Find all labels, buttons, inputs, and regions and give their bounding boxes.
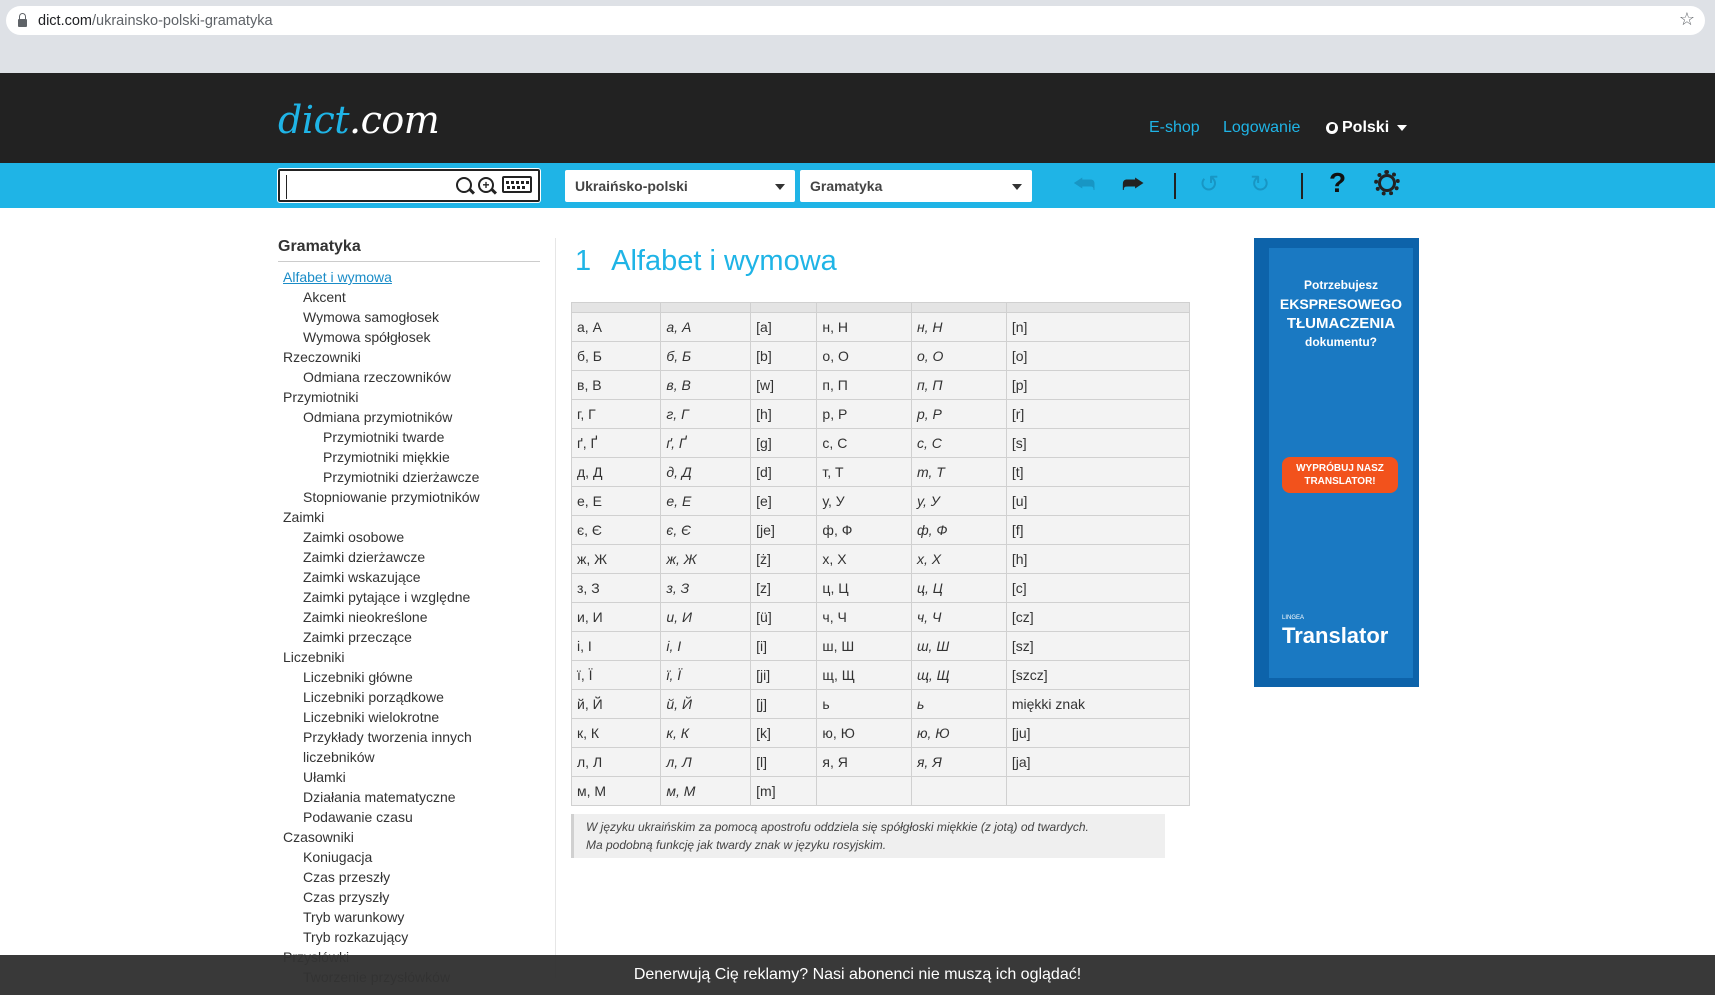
gear-icon[interactable] [1378,174,1396,192]
table-cell: [ju] [1006,719,1189,748]
table-cell: [a] [751,313,817,342]
table-cell: о, О [817,342,912,371]
table-cell: [h] [1006,545,1189,574]
table-cell: і, І [572,632,661,661]
table-cell: ю, Ю [817,719,912,748]
search-input[interactable] [286,175,461,199]
table-cell: [ü] [751,603,817,632]
table-cell: о, О [911,342,1006,371]
sidebar-item-label: Czasowniki [283,829,354,845]
table-cell: [k] [751,719,817,748]
table-cell: х, Х [817,545,912,574]
site-header [0,73,1715,163]
address-bar[interactable] [6,6,1705,35]
table-cell: [h] [751,400,817,429]
sidebar-item-label: Przymiotniki [283,389,359,405]
table-cell: ь [911,690,1006,719]
back-icon[interactable]: ⮪ [1073,171,1096,198]
sidebar-item-label: Czas przyszły [303,889,390,905]
sidebar-item-label: Liczebniki [283,649,345,665]
table-cell: [z] [751,574,817,603]
table-cell: [sz] [1006,632,1189,661]
sidebar-item-label: Podawanie czasu [303,809,413,825]
sidebar-item[interactable] [278,567,540,587]
table-cell: [p] [1006,371,1189,400]
table-cell: ч, Ч [817,603,912,632]
sidebar-item-label: Zaimki nieokreślone [303,609,428,625]
table-cell: й, Й [572,690,661,719]
table-cell: ц, Ц [817,574,912,603]
table-cell: щ, Щ [817,661,912,690]
table-cell: [e] [751,487,817,516]
language-label: Polski [1342,119,1390,136]
sidebar-item[interactable] [278,487,540,507]
table-row [572,400,1190,429]
sidebar-item-label: Działania matematyczne [303,789,456,805]
history-forward-icon[interactable]: ↻ [1250,171,1271,198]
toolbar-separator [1301,173,1303,199]
url-text[interactable]: dict.com/ukrainsko-polski-gramatyka [38,12,273,29]
table-cell: [s] [1006,429,1189,458]
sidebar-item[interactable] [278,807,540,827]
login-link[interactable]: Logowanie [1223,119,1301,136]
table-cell: [o] [1006,342,1189,371]
table-cell: е, Е [572,487,661,516]
table-cell: [i] [751,632,817,661]
table-cell: у, У [817,487,912,516]
sidebar-item[interactable] [278,587,540,607]
ad-text: dokumentu? [1305,335,1377,349]
table-cell: [ji] [751,661,817,690]
sidebar-item-label: Tryb warunkowy [303,909,405,925]
table-cell: б, Б [661,342,751,371]
sidebar-item[interactable] [278,347,540,367]
table-row [572,748,1190,777]
table-cell: к, К [572,719,661,748]
sidebar-item-label: Wymowa spółgłosek [303,329,431,345]
table-row [572,719,1190,748]
sidebar-item-label: Liczebniki porządkowe [303,689,444,705]
sidebar-item[interactable] [278,327,540,347]
table-row [572,661,1190,690]
table-row [572,313,1190,342]
table-cell: [c] [1006,574,1189,603]
table-cell: в, В [572,371,661,400]
table-cell: г, Г [661,400,751,429]
ad-brand-small: LINGEA [1282,615,1305,621]
history-back-icon[interactable]: ↺ [1199,171,1220,198]
table-cell [1006,777,1189,806]
table-header-cell [817,303,912,313]
table-cell: к, К [661,719,751,748]
table-cell: ф, Ф [911,516,1006,545]
table-cell: м, М [661,777,751,806]
table-cell: я, Я [817,748,912,777]
forward-icon[interactable]: ⮫ [1122,171,1145,198]
sidebar-item[interactable] [278,287,540,307]
table-cell: ї, Ї [572,661,661,690]
toolbar-separator [1174,173,1176,199]
sidebar-item-label: Koniugacja [303,849,373,865]
dictionary-select-value: Ukraińsko-polski [575,178,688,194]
table-cell: [w] [751,371,817,400]
table-cell: с, С [817,429,912,458]
eshop-link[interactable]: E-shop [1149,119,1200,136]
table-cell: [d] [751,458,817,487]
sidebar-item-label: Odmiana rzeczowników [303,369,451,385]
table-cell: й, Й [661,690,751,719]
table-cell [911,777,1006,806]
sidebar-item-label: Odmiana przymiotników [303,409,453,425]
ad-text: Potrzebujesz [1303,278,1378,292]
section-select[interactable] [800,170,1032,202]
table-cell: н, Н [817,313,912,342]
table-row [572,777,1190,806]
ad-text: EKSPRESOWEGO [1279,296,1403,312]
table-cell: [n] [1006,313,1189,342]
table-row [572,690,1190,719]
table-cell: и, И [572,603,661,632]
table-row [572,458,1190,487]
sidebar-item-label: Zaimki dzierżawcze [303,549,426,565]
help-icon[interactable]: ? [1329,167,1347,198]
table-row [572,545,1190,574]
table-cell: і, І [661,632,751,661]
table-cell: б, Б [572,342,661,371]
sidebar-item[interactable] [278,727,540,747]
sidebar-item[interactable] [278,387,540,407]
sidebar-item[interactable] [278,667,540,687]
sidebar-item[interactable] [278,547,540,567]
table-row [572,342,1190,371]
sidebar-item-label: Rzeczowniki [283,349,361,365]
table-cell: ю, Ю [911,719,1006,748]
ad-text: TŁUMACZENIA [1286,315,1396,332]
sidebar-item[interactable] [278,847,540,867]
sidebar-item[interactable] [278,687,540,707]
table-cell: ф, Ф [817,516,912,545]
table-row [572,603,1190,632]
language-selector[interactable] [1326,119,1407,137]
sidebar-item[interactable] [278,427,540,447]
table-cell: е, Е [661,487,751,516]
sidebar-item[interactable] [278,907,540,927]
table-cell: ґ, Ґ [661,429,751,458]
table-header-cell [1006,303,1189,313]
table-cell: с, С [911,429,1006,458]
table-cell: л, Л [661,748,751,777]
table-cell: а, А [661,313,751,342]
sidebar-item[interactable] [278,527,540,547]
sidebar-item[interactable] [278,407,540,427]
table-cell: у, У [911,487,1006,516]
table-cell: я, Я [911,748,1006,777]
table-cell: п, П [911,371,1006,400]
sidebar-item-label: Wymowa samogłosek [303,309,440,325]
advanced-search-icon[interactable]: + [478,177,494,193]
table-cell: [cz] [1006,603,1189,632]
vertical-divider [555,238,556,978]
table-cell: з, З [572,574,661,603]
sidebar-item-label: Zaimki wskazujące [303,569,421,585]
table-cell: л, Л [572,748,661,777]
table-cell: д, Д [661,458,751,487]
sidebar-item[interactable] [278,627,540,647]
search-icon[interactable] [456,177,472,193]
table-cell: ц, Ц [911,574,1006,603]
chevron-down-icon [1397,125,1407,131]
table-cell: т, Т [817,458,912,487]
sidebar-item[interactable] [278,607,540,627]
sidebar-item-label: Przymiotniki twarde [323,429,445,445]
sidebar-item[interactable] [278,747,540,767]
table-cell: miękki znak [1006,690,1189,719]
table-cell: [r] [1006,400,1189,429]
sidebar-item[interactable] [278,447,540,467]
sidebar-item-label: Zaimki osobowe [303,529,405,545]
table-cell: є, Є [572,516,661,545]
table-cell: р, Р [817,400,912,429]
grammar-sidebar [278,238,540,987]
table-row [572,574,1190,603]
note-line: Ma podobną funkcję jak twardy znak w języku rosyjskim. [586,838,887,852]
sidebar-item-label: Zaimki pytające i względne [303,589,471,605]
sidebar-item[interactable] [278,927,540,947]
section-select-value: Gramatyka [810,178,883,194]
table-cell: д, Д [572,458,661,487]
table-cell: п, П [817,371,912,400]
table-row [572,371,1190,400]
table-cell: в, В [661,371,751,400]
toolbar [0,163,1715,208]
sidebar-item[interactable] [278,827,540,847]
sidebar-item-label: Przykłady tworzenia innych [303,729,472,745]
sidebar-item[interactable] [278,467,540,487]
search-box [278,169,540,202]
table-cell: ґ, Ґ [572,429,661,458]
sidebar-item-label: Liczebniki wielokrotne [303,709,440,725]
table-cell: щ, Щ [911,661,1006,690]
sidebar-item-label: Zaimki [283,509,325,525]
sidebar-list [278,267,540,987]
lock-icon [18,19,27,27]
translator-ad[interactable] [1254,238,1419,687]
table-cell: м, М [572,777,661,806]
table-cell: ь [817,690,912,719]
sidebar-item-label: Akcent [303,289,346,305]
table-cell: ч, Ч [911,603,1006,632]
table-cell: [t] [1006,458,1189,487]
table-cell: н, Н [911,313,1006,342]
ad-cta-button[interactable]: WYPRÓBUJ NASZ TRANSLATOR! [1282,457,1398,493]
site-logo[interactable]: dict.com [278,98,440,142]
table-cell: х, Х [911,545,1006,574]
table-cell: ж, Ж [572,545,661,574]
note-line: W języku ukraińskim za pomocą apostrofu oddziela się spółgłoski miękkie (z jotą) od twardych. [586,820,1089,834]
table-row [572,632,1190,661]
sidebar-item-label: Przymiotniki miękkie [323,449,450,465]
table-cell: т, Т [911,458,1006,487]
ad-free-banner[interactable]: Denerwują Cię reklamy? Nasi abonenci nie muszą ich oglądać! [0,955,1715,995]
sidebar-item[interactable] [278,307,540,327]
table-cell: [b] [751,342,817,371]
table-cell [817,777,912,806]
table-cell: ж, Ж [661,545,751,574]
globe-icon [1326,122,1338,134]
table-cell: [ż] [751,545,817,574]
sidebar-item[interactable] [278,707,540,727]
sidebar-item-label: Ułamki [303,769,346,785]
table-header-cell [572,303,661,313]
sidebar-item[interactable] [278,887,540,907]
sidebar-item-label: Stopniowanie przymiotników [303,489,480,505]
bookmark-star-icon[interactable]: ☆ [1678,9,1695,29]
sidebar-item[interactable] [278,267,540,287]
sidebar-title: Gramatyka [278,238,540,262]
sidebar-item[interactable] [278,367,540,387]
ad-brand: Translator [1282,623,1389,648]
sidebar-item-label: Zaimki przeczące [303,629,412,645]
table-cell: и, И [661,603,751,632]
table-header-cell [661,303,751,313]
table-cell: [je] [751,516,817,545]
page-title: 1 Alfabet i wymowa [575,245,837,277]
table-row [572,429,1190,458]
table-cell: г, Г [572,400,661,429]
sidebar-item-label: liczebników [303,749,375,765]
table-cell: [szcz] [1006,661,1189,690]
table-cell: [g] [751,429,817,458]
table-header-cell [751,303,817,313]
chevron-down-icon [775,184,785,190]
sidebar-item-label: Czas przeszły [303,869,391,885]
alphabet-table [571,302,1190,806]
sidebar-item[interactable] [278,647,540,667]
table-cell: [l] [751,748,817,777]
sidebar-item-label: Liczebniki główne [303,669,413,685]
table-cell: [m] [751,777,817,806]
table-cell: р, Р [911,400,1006,429]
table-cell: [ja] [1006,748,1189,777]
dictionary-select[interactable] [565,170,795,202]
sidebar-item[interactable] [278,507,540,527]
table-cell: [j] [751,690,817,719]
table-cell: ї, Ї [661,661,751,690]
sidebar-item[interactable] [278,867,540,887]
table-header-cell [911,303,1006,313]
sidebar-item[interactable] [278,787,540,807]
table-cell: а, А [572,313,661,342]
keyboard-icon[interactable] [502,176,532,193]
sidebar-item[interactable] [278,767,540,787]
table-cell: [u] [1006,487,1189,516]
sidebar-item-label: Przymiotniki dzierżawcze [323,469,480,485]
table-cell: з, З [661,574,751,603]
table-cell: ш, Ш [911,632,1006,661]
table-row [572,487,1190,516]
chevron-down-icon [1012,184,1022,190]
sidebar-item-label: Tryb rozkazujący [303,929,409,945]
table-cell: є, Є [661,516,751,545]
sidebar-item-label: Alfabet i wymowa [283,269,392,285]
table-cell: ш, Ш [817,632,912,661]
apostrophe-note [571,814,1165,858]
table-row [572,516,1190,545]
table-cell: [f] [1006,516,1189,545]
